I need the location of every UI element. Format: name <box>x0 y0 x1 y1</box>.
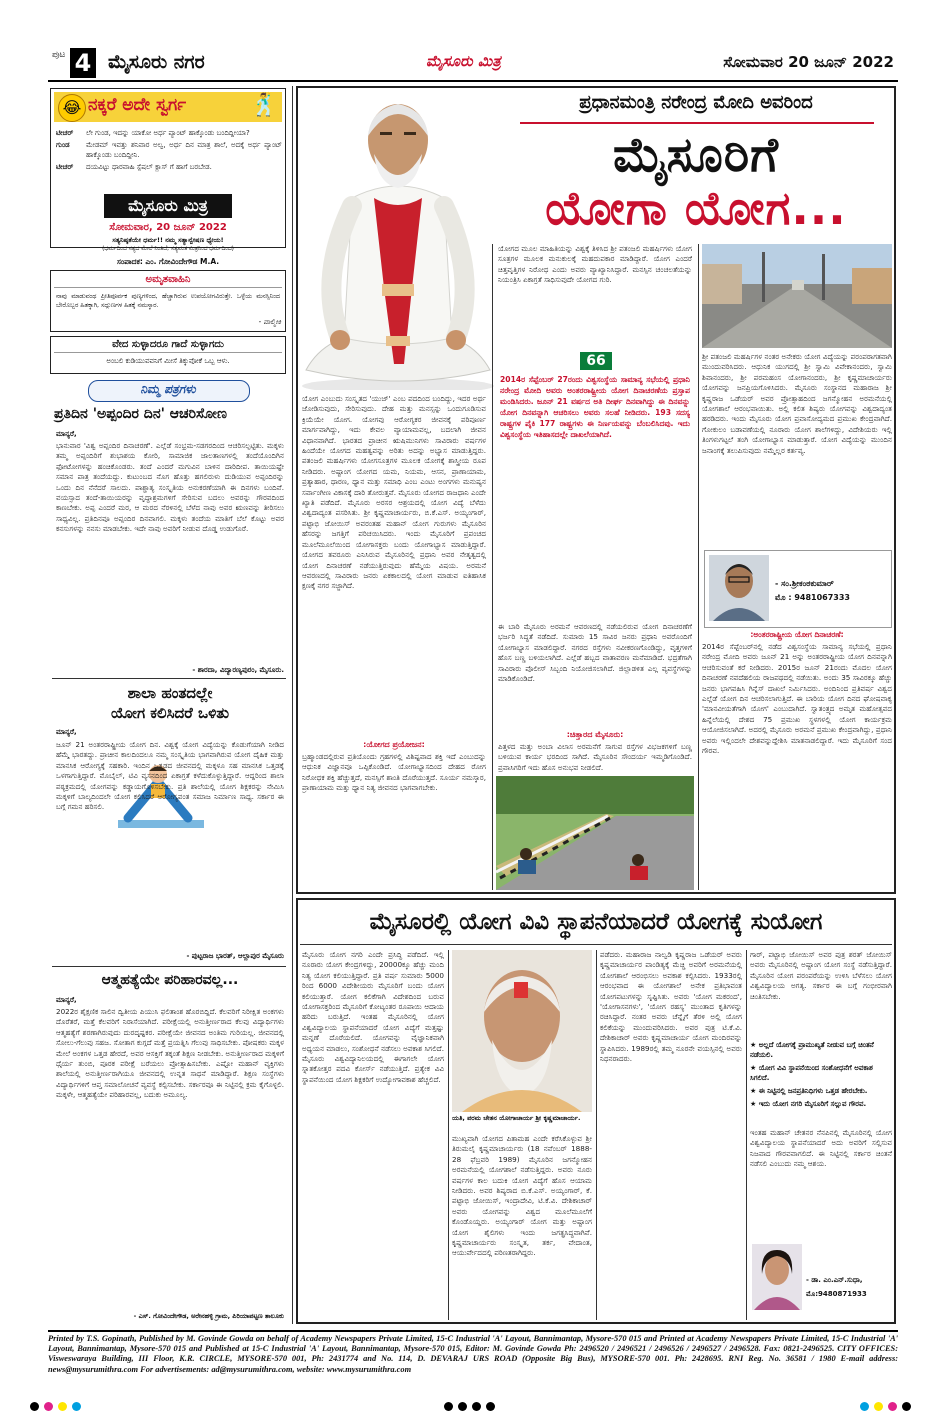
lead-headline-2: ಯೋಗಾ ಯೋಗ... <box>545 181 847 235</box>
registration-mark <box>30 1402 39 1411</box>
lead-divider-1 <box>492 244 493 890</box>
feature-headline: ಮೈಸೂರಲ್ಲಿ ಯೋಗ ವಿವಿ ಸ್ಥಾಪನೆಯಾದರೆ ಯೋಗಕ್ಕೆ ಸುಯೋಗ <box>369 909 823 935</box>
road-photo-svg <box>496 776 694 890</box>
feature-author-portrait <box>752 1244 802 1310</box>
proverb-title: ವೇದ ಸುಳ್ಳಾದರೂ ಗಾದೆ ಸುಳ್ಳಾಗದು <box>54 339 282 353</box>
registration-mark <box>486 1402 495 1411</box>
footer-rule <box>48 1330 898 1332</box>
letter-1-title: ಪ್ರತಿದಿನ 'ಅಪ್ಪಂದಿರ ದಿನ' ಆಚರಿಸೋಣ <box>54 406 227 422</box>
sub-masthead-date: ಸೋಮವಾರ, 20 ಜೂನ್ 2022 <box>109 222 227 233</box>
letter-2-title-1: ಶಾಲಾ ಹಂತದಲ್ಲೇ <box>127 684 213 702</box>
lead-col-3: ಶ್ರೀ ಪತಂಜಲಿ ಮಹರ್ಷಿಗಳ ನಂತರ ಅನೇಕರು ಯೋಗ ವಿದ್ಯೆಯನ್ನು ಪರಂಪರಾಗತವಾಗಿ ಮುಂದುವರಿಸಿದರು. ಆಧುನಿಕ ಯುಗದಲ್ಲಿ ಶ್ರೀ ಸ್ವಾಮಿ ವಿವೇಕಾನಂದರು, ಸ್ವಾಮಿ ಶಿವಾನಂದರು, ಶ್ರೀ ಪರಮಹಂಸ ಯೋಗಾನಂದರು, ಶ್ರೀ ಕೃಷ್ಣಮಾಚಾರ್ಯರು ಯೋಗವನ್ನು ಜನಪ್ರಿಯಗೊಳಿಸಿದರು. ಮೈಸೂರು ಸಂಸ್ಥಾನದ ಮಹಾರಾಜ ಶ್ರೀ ಕೃಷ್ಣರಾಜ ಒಡೆಯರ್ ಅವರ ಪ್ರೋತ್ಸಾಹದಿಂದ ಜಗನ್ಮೋಹನ ಅರಮನೆಯಲ್ಲಿ ಯೋಗಶಾಲೆ ಆರಂಭವಾಯಿತು. ಅಲ್ಲಿ ಕಲಿತ ಶಿಷ್ಯರು ಯೋಗವನ್ನು ವಿಶ್ವದಾದ್ಯಂತ ಹರಡಿದರು. ಇಂದು ಮೈಸೂರು ಯೋಗ ಪ್ರವಾಸೋದ್ಯಮದ ಪ್ರಮುಖ ಕೇಂದ್ರವಾಗಿದೆ. ಗೋಕುಲಂ ಬಡಾವಣೆಯಲ್ಲಿ ನೂರಾರು ಯೋಗ ಶಾಲೆಗಳಿದ್ದು, ವಿದೇಶಿಯರು ಇಲ್ಲಿ ತಿಂಗಳುಗಟ್ಟಲೆ ತಂಗಿ ಯೋಗಾಭ್ಯಾಸ ಮಾಡುತ್ತಾರೆ. ಯೋಗ ವಿದ್ಯೆಯನ್ನು ಮುಂದಿನ ಜನಾಂಗಕ್ಕೆ ತಲುಪಿಸುವುದು ನಮ್ಮೆಲ್ಲರ ಕರ್ತವ್ಯ. <box>702 352 892 455</box>
letter-1-sign: - ಶಾರದಾ, ವಿದ್ಯಾರಣ್ಯಪುರಂ, ಮೈಸೂರು. <box>192 666 284 674</box>
lead-kicker <box>498 92 894 122</box>
krishnamacharya-photo <box>452 950 592 1112</box>
feature-divider-3 <box>746 950 747 1320</box>
sub-masthead-motto: ಸತ್ಯನಿಷ್ಠತೆಯೇ ಧರ್ಮ!! ನಮ್ಮ ಸತ್ಯಾನ್ವೇಷಣ ಧ್ಯೇಯ! <box>112 236 224 244</box>
humor-title: ನಕ್ಕರೆ ಅದೇ ಸ್ವರ್ಗ <box>88 95 187 115</box>
section-title: ಮೈಸೂರು ನಗರ <box>108 51 205 73</box>
humor-header <box>54 92 282 122</box>
street-photo <box>702 244 892 348</box>
issue-date: ಸೋಮವಾರ 20 ಜೂನ್ 2022 <box>723 53 894 71</box>
bullet-item: ★ ಇದು ಯೋಗ ನಗರಿ ಮೈಸೂರಿಗೆ ಸಲ್ಲುವ ಗೌರವ. <box>750 1100 867 1108</box>
lead-col-2: ಯೋಗದ ಮೂಲ ಮಾಹಿತಿಯನ್ನು ವಿಶ್ವಕ್ಕೆ ತಿಳಿಸಿದ ಶ್ರೀ ಪತಂಜಲಿ ಮಹರ್ಷಿಗಳು ಯೋಗ ಸೂತ್ರಗಳ ಮೂಲಕ ಮನುಕುಲಕ್ಕೆ ಮಹದುಪಕಾರ ಮಾಡಿದ್ದಾರೆ. ಯೋಗ ಎಂದರೆ ಚಿತ್ತವೃತ್ತಿಗಳ ನಿರೋಧ ಎಂದು ಅವರು ವ್ಯಾಖ್ಯಾನಿಸಿದ್ದಾರೆ. ಮನಸ್ಸಿನ ಚಂಚಲತೆಯನ್ನು ನಿಯಂತ್ರಿಸಿ ಏಕಾಗ್ರತೆ ಸಾಧಿಸುವುದೇ ಯೋಗದ ಗುರಿ. <box>498 244 692 285</box>
letter-1-body: ಭಾನುವಾರ 'ವಿಶ್ವ ಅಪ್ಪಂದಿರ ದಿನಾಚರಣೆ'. ಎಲ್ಲೆಡೆ ಸಂಭ್ರಮ-ಸಡಗರದಿಂದ ಆಚರಿಸಲ್ಪಟ್ಟಿತು. ಮಕ್ಕಳು ತಮ್ಮ ಅಪ್ಪಂದಿರಿಗೆ ಶುಭಾಶಯ ಕೋರಿ, ಸಾಮಾಜಿಕ ಜಾಲತಾಣಗಳಲ್ಲಿ ತಂದೆಯೊಂದಿಗಿನ ಫೋಟೋಗಳನ್ನು ಹಂಚಿಕೊಂಡರು. ತಂದೆ ಎಂದರೆ ಮಗುವಿನ ಬಾಳಿನ ದಾರಿದೀಪ. ತಾಯಿಯಷ್ಟೇ ಸಮಾನ ಪಾತ್ರ ತಂದೆಯದ್ದು. ಕುಟುಂಬದ ನೊಗ ಹೊತ್ತು ಹಗಲಿರುಳು ದುಡಿಯುವ ಅಪ್ಪಂದಿರನ್ನು ಒಂದು ದಿನ ನೆನೆದರೆ ಸಾಲದು. ಪಾಶ್ಚಾತ್ಯ ಸಂಸ್ಕೃತಿಯ ಅನುಕರಣೆಯಾಗಿ ಈ ದಿನಗಳು ಬಂದಿವೆ. ವಯಸ್ಸಾದ ತಂದೆ-ತಾಯಿಯರನ್ನು ವೃದ್ಧಾಶ್ರಮಗಳಿಗೆ ಸೇರಿಸುವ ಬದಲು ಅವರನ್ನು ಗೌರವದಿಂದ ಕಾಣಬೇಕು. ಅಪ್ಪ ಎಂದರೆ ಮರ, ಆ ಮರದ ನೆರಳಿನಲ್ಲಿ ಬೆಳೆದ ನಾವು ಅವರ ಋಣವನ್ನು ತೀರಿಸಲು ಸಾಧ್ಯವಿಲ್ಲ. ಪ್ರತಿದಿನವೂ ಅಪ್ಪಂದಿರ ದಿನವಾಗಲಿ. ಮಕ್ಕಳು ತಂದೆಯ ಮಾತಿಗೆ ಬೆಲೆ ಕೊಟ್ಟು ಅವರ ಕನಸುಗಳನ್ನು ನನಸು ಮಾಡಬೇಕು. ಇದೇ ನಾವು ಅವರಿಗೆ ನೀಡುವ ದೊಡ್ಡ ಉಡುಗೊರೆ. <box>56 441 284 534</box>
modi-yoga-photo <box>300 88 496 390</box>
lead-subhead-city: :ಚಿತ್ತಾರದ ಮೈಸೂರು: <box>566 730 624 739</box>
bullet-item: ★ ಅಲ್ಲದೆ ಯೋಗಕ್ಕೆ ಪ್ರಾಮುಖ್ಯತೆ ನೀಡುವ ಬಗ್ಗೆ ಚಿಂತನೆ ನಡೆಯಲಿ. <box>750 1041 874 1059</box>
street-photo-svg <box>702 244 892 348</box>
masthead-rule <box>48 80 898 82</box>
page-masthead <box>48 48 898 82</box>
lead-divider-2 <box>698 244 699 890</box>
feature-divider-2 <box>596 950 597 1320</box>
feature-bullets <box>750 1040 892 1109</box>
paper-logo: ಮೈಸೂರು ಮಿತ್ರ <box>426 52 501 70</box>
letter-1-salute: ಮಾನ್ಯರೆ, <box>56 430 77 438</box>
feature-col-a: ಮೈಸೂರು ಯೋಗ ನಗರಿ ಎಂದೇ ಪ್ರಸಿದ್ಧಿ ಪಡೆದಿದೆ. ಇಲ್ಲಿ ನೂರಾರು ಯೋಗ ಕೇಂದ್ರಗಳಿದ್ದು, 20000ಕ್ಕೂ ಹೆಚ್ಚು ಮಂದಿ ನಿತ್ಯ ಯೋಗ ಕಲಿಯುತ್ತಿದ್ದಾರೆ. ಪ್ರತಿ ವರ್ಷ ಸುಮಾರು 5000 ರಿಂದ 6000 ವಿದೇಶೀಯರು ಮೈಸೂರಿಗೆ ಬಂದು ಯೋಗ ಕಲಿಯುತ್ತಾರೆ. ಯೋಗ ಕಲಿಕೆಗಾಗಿ ವಿದೇಶದಿಂದ ಬರುವ ಯೋಗಾಸಕ್ತರಿಂದ ಮೈಸೂರಿಗೆ ಕೋಟ್ಯಂತರ ರೂಪಾಯಿ ಆದಾಯ ಹರಿದು ಬರುತ್ತಿದೆ. ಇಂತಹ ಮೈಸೂರಿನಲ್ಲಿ ಯೋಗ ವಿಶ್ವವಿದ್ಯಾಲಯ ಸ್ಥಾಪನೆಯಾದರೆ ಯೋಗ ವಿದ್ಯೆಗೆ ಮತ್ತಷ್ಟು ಮನ್ನಣೆ ದೊರೆಯಲಿದೆ. ಯೋಗವನ್ನು ವೈಜ್ಞಾನಿಕವಾಗಿ ಅಧ್ಯಯನ ಮಾಡಲು, ಸಂಶೋಧನೆ ನಡೆಸಲು ಅವಕಾಶ ಸಿಗಲಿದೆ. ಮೈಸೂರು ವಿಶ್ವವಿದ್ಯಾನಿಲಯದಲ್ಲಿ ಈಗಾಗಲೇ ಯೋಗ ಸ್ನಾತಕೋತ್ತರ ಪದವಿ ಕೋರ್ಸ್ ನಡೆಯುತ್ತಿದೆ. ಪ್ರತ್ಯೇಕ ವಿವಿ ಸ್ಥಾಪನೆಯಿಂದ ಯೋಗ ಶಿಕ್ಷಕರಿಗೆ ಉದ್ಯೋಗಾವಕಾಶ ಹೆಚ್ಚಲಿದೆ. <box>302 950 444 1084</box>
page-number-box: 4 <box>70 48 96 78</box>
registration-mark <box>44 1402 53 1411</box>
bullet-item: ★ ಯೋಗ ವಿವಿ ಸ್ಥಾಪನೆಯಿಂದ ಸಂಶೋಧನೆಗೆ ಅವಕಾಶ ಸಿಗಲಿದೆ. <box>750 1064 873 1082</box>
author-portrait-svg <box>709 555 769 621</box>
registration-mark <box>860 1402 869 1411</box>
registration-mark <box>72 1402 81 1411</box>
lead-headline-1: ಮೈಸೂರಿಗೆ <box>613 127 779 183</box>
letter-3-body: 2022ರ ಶೈಕ್ಷಣಿಕ ಸಾಲಿನ ದ್ವಿತೀಯ ಪಿಯುಸಿ ಫಲಿತಾಂಶ ಹೊರಬಿದ್ದಿದೆ. ಕೆಲವರಿಗೆ ನಿರೀಕ್ಷಿತ ಅಂಕಗಳು ದೊರೆತರೆ, ಮತ್ತೆ ಕೆಲವರಿಗೆ ನಿರಾಸೆಯಾಗಿದೆ. ಪರೀಕ್ಷೆಯಲ್ಲಿ ಅನುತ್ತೀರ್ಣರಾದ ಕೆಲವು ವಿದ್ಯಾರ್ಥಿಗಳು ಆತ್ಮಹತ್ಯೆಗೆ ಶರಣಾಗಿರುವುದು ದುರದೃಷ್ಟಕರ. ಪರೀಕ್ಷೆಯೇ ಜೀವನದ ಅಂತಿಮ ಗುರಿಯಲ್ಲ. ಜೀವನದಲ್ಲಿ ಸೋಲು-ಗೆಲುವು ಸಹಜ. ಸೋತಾಗ ಕುಗ್ಗದೆ ಮತ್ತೆ ಪ್ರಯತ್ನಿಸಿ ಗೆಲುವು ಸಾಧಿಸಬೇಕು. ಪೋಷಕರು ಮಕ್ಕಳ ಮೇಲೆ ಅಂಕಗಳ ಒತ್ತಡ ಹೇರದೆ, ಅವರ ಆಸಕ್ತಿಗೆ ತಕ್ಕಂತೆ ಶಿಕ್ಷಣ ನೀಡಬೇಕು. ಅನುತ್ತೀರ್ಣರಾದ ಮಕ್ಕಳಿಗೆ ಧೈರ್ಯ ತುಂಬಿ, ಪೂರಕ ಪರೀಕ್ಷೆ ಬರೆಯಲು ಪ್ರೋತ್ಸಾಹಿಸಬೇಕು. ಎಷ್ಟೋ ಮಹಾನ್ ವ್ಯಕ್ತಿಗಳು ಶಾಲೆಯಲ್ಲಿ ಅನುತ್ತೀರ್ಣರಾಗಿಯೂ ಜೀವನದಲ್ಲಿ ಉನ್ನತ ಸಾಧನೆ ಮಾಡಿದ್ದಾರೆ. ಶಿಕ್ಷಣ ಸಂಸ್ಥೆಗಳು ವಿದ್ಯಾರ್ಥಿಗಳಿಗೆ ಆಪ್ತ ಸಮಾಲೋಚನೆ ವ್ಯವಸ್ಥೆ ಕಲ್ಪಿಸಬೇಕು. ಸರ್ಕಾರವೂ ಈ ನಿಟ್ಟಿನಲ್ಲಿ ಕ್ರಮ ಕೈಗೊಳ್ಳಲಿ. ಮಕ್ಕಳೇ, ಆತ್ಮಹತ್ಯೆಯೇ ಪರಿಹಾರವಲ್ಲ, ಬದುಕು ಅಮೂಲ್ಯ. <box>56 1007 284 1100</box>
modi-yoga-svg <box>300 88 496 390</box>
feature-divider-1 <box>448 950 449 1320</box>
letter-2-sign: - ಪುಟ್ಟರಾಜ ಭಾರತ್, ಆಲ್ಲಾಪುರ ಮೈಸೂರು <box>186 952 284 960</box>
letter-3-sign: - ಎಸ್. ಗೋವಿಂದೇಗೌಡ, ಅರೇನಹಳ್ಳಿ ಗ್ರಾಮ, ಪಿರಿಯಾಪಟ್ಟಣ ತಾಲೂಕು <box>133 1312 284 1320</box>
pull-quote: 2014ರ ಸೆಪ್ಟೆಂಬರ್ 27ರಂದು ವಿಶ್ವಸಂಸ್ಥೆಯ ಸಾಮಾನ್ಯ ಸಭೆಯಲ್ಲಿ ಪ್ರಧಾನಿ ನರೇಂದ್ರ ಮೋದಿ ಅವರು ಅಂತರರಾಷ್ಟ್ರೀಯ ಯೋಗ ದಿನಾಚರಣೆಯ ಪ್ರಸ್ತಾಪ ಮಂಡಿಸಿದರು. ಜೂನ್ 21 ವರ್ಷದ ಅತಿ ದೀರ್ಘ ದಿನವಾಗಿದ್ದು ಈ ದಿನವನ್ನು ಯೋಗ ದಿನವನ್ನಾಗಿ ಆಚರಿಸಲು ಅವರು ಸಲಹೆ ನೀಡಿದರು. 193 ಸದಸ್ಯ ರಾಷ್ಟ್ರಗಳ ಪೈಕಿ 177 ರಾಷ್ಟ್ರಗಳು ಈ ನಿರ್ಣಯವನ್ನು ಬೆಂಬಲಿಸಿದವು. ಇದು ವಿಶ್ವಸಂಸ್ಥೆಯ ಇತಿಹಾಸದಲ್ಲೇ ದಾಖಲೆಯಾಗಿದೆ. <box>500 375 690 439</box>
author-phone: ಮೊ : 9481067333 <box>775 593 850 602</box>
cartoon-figure-icon: 🕺 <box>250 93 278 118</box>
lead-col-2b: ಈ ಬಾರಿ ಮೈಸೂರು ಅರಮನೆ ಆವರಣದಲ್ಲಿ ನಡೆಯಲಿರುವ ಯೋಗ ದಿನಾಚರಣೆಗೆ ಭರ್ಜರಿ ಸಿದ್ಧತೆ ನಡೆದಿದೆ. ಸುಮಾರು 15 ಸಾವಿರ ಜನರು ಪ್ರಧಾನಿ ಅವರೊಂದಿಗೆ ಯೋಗಾಭ್ಯಾಸ ಮಾಡಲಿದ್ದಾರೆ. ನಗರದ ರಸ್ತೆಗಳು ನವೀಕರಣಗೊಂಡಿದ್ದು, ವೃತ್ತಗಳಿಗೆ ಹೊಸ ಬಣ್ಣ ಬಳಿಯಲಾಗಿದೆ. ಎಲ್ಲೆಡೆ ಹಬ್ಬದ ವಾತಾವರಣ ಮನೆಮಾಡಿದೆ. ಭದ್ರತೆಗಾಗಿ ಸಾವಿರಾರು ಪೊಲೀಸ್ ಸಿಬ್ಬಂದಿ ನಿಯೋಜಿಸಲಾಗಿದೆ. ಜಿಲ್ಲಾಡಳಿತ ಎಲ್ಲ ವ್ಯವಸ್ಥೆಗಳನ್ನು ಮಾಡಿಕೊಂಡಿದೆ. <box>498 622 692 684</box>
proverb-text: ಅಂಬಲಿ ಕುಡಿಯುವವನಿಗೆ ಮೀಸೆ ತಿಕ್ಕುವೋಕೆ ಒಬ್ಬ ಆಳು. <box>106 357 230 365</box>
author-name: - ಸಂ.ಶ್ರೀಕಂಠಕುಮಾರ್ <box>775 579 834 588</box>
imprint: Printed by T.S. Gopinath, Published by M. Govinde Gowda on behalf of Academy Newspapers Private Limited, 15-C Industrial 'A' Layout, Bannimantap, Mysore-570 015 and Printed at Academy Newspapers Private Limited, 15-C Industrial 'A' Layout, Bannimantap, Mysore-570 015 and Published at 15-C Industrial 'A' Layout, Bannimantap, Mysore-570 015, Editor: M. Govinde Gowda Ph: 2496520 / 2496521 / 2496526 / 2496527 / 2496528. Fax: 0821-2496525. CITY OFFICES: Visweswaraya Building, III Floor, K.R. CIRCLE, MYSORE-570 001, Ph: 2431774 and No. 114, D. DEVARAJ URS ROAD (Opposite Big Bus), MYSORE-570 001. Ph: 2428695. RNI Reg. No. 36581 / 1980 E-mail address: news@mysurumithra.com For advertisements: ad@mysurumithra.com, website: www.mysurumithra.com <box>48 1334 898 1374</box>
registration-mark <box>902 1402 911 1411</box>
registration-mark <box>444 1402 453 1411</box>
letter-3-salute: ಮಾನ್ಯರೆ, <box>56 996 77 1004</box>
feature-col-d: ಗಾರ್, ಪಟ್ಟಾಭಿ ಜೋಯಿಸ್ ಅವರ ಪುತ್ರ ಶರತ್ ಜೋಯಿಸ್ ಅವರು ಮೈಸೂರಿನಲ್ಲಿ ಅಷ್ಟಾಂಗ ಯೋಗ ಸಂಸ್ಥೆ ನಡೆಸುತ್ತಿದ್ದಾರೆ. ಮೈಸೂರಿನ ಯೋಗ ಪರಂಪರೆಯನ್ನು ಉಳಿಸಿ ಬೆಳೆಸಲು ಯೋಗ ವಿಶ್ವವಿದ್ಯಾಲಯ ಅಗತ್ಯ. ಸರ್ಕಾರ ಈ ಬಗ್ಗೆ ಗಂಭೀರವಾಗಿ ಚಿಂತಿಸಬೇಕು. <box>750 950 892 1001</box>
amrutavahini-sign: - ವಾಲ್ಮೀಕಿ <box>258 318 281 326</box>
registration-mark <box>458 1402 467 1411</box>
registration-mark <box>472 1402 481 1411</box>
page-label: ಪುಟ <box>52 50 66 60</box>
left-column-divider <box>292 86 293 1324</box>
letters-header <box>88 380 248 400</box>
amrutavahini-title: ಅಮೃತವಾಹಿನಿ <box>54 274 282 288</box>
letter-3-title: ಆತ್ಮಹತ್ಯೆಯೇ ಪರಿಹಾರವಲ್ಲ... <box>101 972 239 988</box>
registration-mark <box>874 1402 883 1411</box>
krishnamacharya-svg <box>452 950 592 1112</box>
feature-author-phone: ಮೊ:9480871933 <box>806 1290 867 1298</box>
photo-caption: ಯತಿ, ಪರಮ ಚೇತನ ಯೋಗಾಚಾರ್ಯ ಶ್ರೀ ಕೃಷ್ಣಮಾಚಾರ್ಯ. <box>452 1114 581 1122</box>
sub-masthead-editor: ಸಂಪಾದಕ: ಎಂ. ಗೋವಿಂದೇಗೌಡ M.A. <box>116 257 220 266</box>
lead-col-1b: ಬ್ರಹ್ಮಾಂಡದಲ್ಲಿರುವ ಪ್ರತಿಯೊಂದು ಗ್ರಹಗಳಲ್ಲಿ ವಿಶಿಷ್ಟವಾದ ಶಕ್ತಿ ಇದೆ ಎಂಬುದನ್ನು ಆಧುನಿಕ ವಿಜ್ಞಾನವೂ ಒಪ್ಪಿಕೊಂಡಿದೆ. ಯೋಗಾಭ್ಯಾಸದಿಂದ ದೇಹದ ರೋಗ ನಿರೋಧಕ ಶಕ್ತಿ ಹೆಚ್ಚುತ್ತದೆ, ಮನಸ್ಸಿಗೆ ಶಾಂತಿ ದೊರೆಯುತ್ತದೆ. ಸೂರ್ಯ ನಮಸ್ಕಾರ, ಪ್ರಾಣಾಯಾಮ ಮತ್ತು ಧ್ಯಾನ ನಿತ್ಯ ಜೀವನದ ಭಾಗವಾಗಬೇಕು. <box>302 752 486 793</box>
sub-masthead-motto-2: (ಧರ್ಮದಿಂದ ಸತ್ಯದ ಮೇಲೆ ನಿಂತಿದೆ, ಸತ್ಯವಂತ ಮಿತ್ರನಿಂದ ಧರ್ಮದಿಂದ) <box>102 246 234 252</box>
lead-kicker-text: ಪ್ರಧಾನಮಂತ್ರಿ ನರೇಂದ್ರ ಮೋದಿ ಅವರಿಂದ <box>579 92 813 113</box>
lead-col-2c: ಪಿತ್ತಳದ ಮತ್ತು ಅಂಬಾ ವಿಲಾಸ ಅರಮನೆಗೆ ಸಾಗುವ ರಸ್ತೆಗಳ ವಿಭಜಕಗಳಿಗೆ ಬಣ್ಣ ಬಳಿಯುವ ಕಾರ್ಯ ಭರದಿಂದ ಸಾಗಿದೆ. ಮೈಸೂರಿನ ಸೌಂದರ್ಯ ಇಮ್ಮಡಿಗೊಂಡಿದೆ. ಪ್ರವಾಸಿಗರಿಗೆ ಇದು ಹೊಸ ಅನುಭವ ನೀಡಲಿದೆ. <box>498 742 692 772</box>
registration-mark <box>58 1402 67 1411</box>
quote-mark: 66 <box>580 352 612 370</box>
registration-mark <box>888 1402 897 1411</box>
lead-col-1: ಯೋಗ ಎಂಬುದು ಸಂಸ್ಕೃತದ 'ಯುಜ್' ಎಂಬ ಪದದಿಂದ ಬಂದಿದ್ದು, ಇದರ ಅರ್ಥ ಜೋಡಿಸುವುದು, ಸೇರಿಸುವುದು. ದೇಹ ಮತ್ತು ಮನಸ್ಸನ್ನು ಒಂದುಗೂಡಿಸುವ ಕ್ರಿಯೆಯೇ ಯೋಗ. ಯೋಗವು ಆರೋಗ್ಯಕರ ಜೀವನಕ್ಕೆ ಪರಿಪೂರ್ಣ ಮಾರ್ಗವಾಗಿದ್ದು, ಇದು ಕೇವಲ ವ್ಯಾಯಾಮವಲ್ಲ, ಬದಲಾಗಿ ಜೀವನ ವಿಧಾನವಾಗಿದೆ. ಭಾರತದ ಪ್ರಾಚೀನ ಋಷಿಮುನಿಗಳು ಸಾವಿರಾರು ವರ್ಷಗಳ ಹಿಂದೆಯೇ ಯೋಗದ ಮಹತ್ವವನ್ನು ಅರಿತು ಅದನ್ನು ಅಭ್ಯಾಸ ಮಾಡುತ್ತಿದ್ದರು. ಪತಂಜಲಿ ಮಹರ್ಷಿಗಳು ಯೋಗಸೂತ್ರಗಳ ಮೂಲಕ ಯೋಗಕ್ಕೆ ಶಾಸ್ತ್ರೀಯ ರೂಪ ನೀಡಿದರು. ಅಷ್ಟಾಂಗ ಯೋಗದ ಯಮ, ನಿಯಮ, ಆಸನ, ಪ್ರಾಣಾಯಾಮ, ಪ್ರತ್ಯಾಹಾರ, ಧಾರಣ, ಧ್ಯಾನ ಮತ್ತು ಸಮಾಧಿ ಎಂಬ ಎಂಟು ಅಂಗಗಳು ಮನುಷ್ಯನ ಸರ್ವಾಂಗೀಣ ವಿಕಾಸಕ್ಕೆ ದಾರಿ ತೋರುತ್ತವೆ. ಮೈಸೂರು ಯೋಗದ ರಾಜಧಾನಿ ಎಂದೇ ಖ್ಯಾತಿ ಪಡೆದಿದೆ. ಮೈಸೂರು ಅರಸರ ಆಶ್ರಯದಲ್ಲಿ ಯೋಗ ವಿದ್ಯೆ ಬೆಳೆದು ವಿಶ್ವದಾದ್ಯಂತ ಪಸರಿಸಿತು. ಶ್ರೀ ಕೃಷ್ಣಮಾಚಾರ್ಯರು, ಬಿ.ಕೆ.ಎಸ್. ಅಯ್ಯಂಗಾರ್, ಪಟ್ಟಾಭಿ ಜೋಯಿಸ್ ಅವರಂತಹ ಮಹಾನ್ ಯೋಗ ಗುರುಗಳು ಮೈಸೂರಿನ ಹೆಸರನ್ನು ಜಗತ್ತಿಗೆ ಪರಿಚಯಿಸಿದರು. ಇಂದು ಮೈಸೂರಿಗೆ ಪ್ರಪಂಚದ ಮೂಲೆಮೂಲೆಯಿಂದ ಯೋಗಾಸಕ್ತರು ಬಂದು ಯೋಗಾಭ್ಯಾಸ ಮಾಡುತ್ತಿದ್ದಾರೆ. ಯೋಗದ ತವರೂರು ಎನಿಸಿರುವ ಮೈಸೂರಿನಲ್ಲಿ ಪ್ರಧಾನಿ ಅವರ ನೇತೃತ್ವದಲ್ಲಿ ಯೋಗ ದಿನಾಚರಣೆ ನಡೆಯುತ್ತಿರುವುದು ಹೆಮ್ಮೆಯ ವಿಷಯ. ಅರಮನೆ ಆವರಣದಲ್ಲಿ ಸಾವಿರಾರು ಜನರು ಏಕಕಾಲದಲ್ಲಿ ಯೋಗ ಮಾಡುವ ಐತಿಹಾಸಿಕ ಕ್ಷಣಕ್ಕೆ ನಗರ ಸಜ್ಜಾಗಿದೆ. <box>302 394 486 591</box>
letter-2-body: ಜೂನ್ 21 ಅಂತರರಾಷ್ಟ್ರೀಯ ಯೋಗ ದಿನ. ವಿಶ್ವಕ್ಕೆ ಯೋಗ ವಿದ್ಯೆಯನ್ನು ಕೊಡುಗೆಯಾಗಿ ನೀಡಿದ ಹೆಮ್ಮೆ ಭಾರತದ್ದು. ಪ್ರಾಚೀನ ಕಾಲದಿಂದಲೂ ನಮ್ಮ ಸಂಸ್ಕೃತಿಯ ಭಾಗವಾಗಿರುವ ಯೋಗ ದೈಹಿಕ ಮತ್ತು ಮಾನಸಿಕ ಆರೋಗ್ಯಕ್ಕೆ ಸಹಕಾರಿ. ಇಂದಿನ ಒತ್ತಡದ ಜೀವನದಲ್ಲಿ ಮಕ್ಕಳೂ ಸಹ ಮಾನಸಿಕ ಒತ್ತಡಕ್ಕೆ ಒಳಗಾಗುತ್ತಿದ್ದಾರೆ. ಮೊಬೈಲ್, ಟಿವಿ ವ್ಯಸನದಿಂದ ಏಕಾಗ್ರತೆ ಕಳೆದುಕೊಳ್ಳುತ್ತಿದ್ದಾರೆ. ಆದ್ದರಿಂದ ಶಾಲಾ ಪಠ್ಯಕ್ರಮದಲ್ಲಿ ಯೋಗವನ್ನು ಕಡ್ಡಾಯಗೊಳಿಸಬೇಕು. ಪ್ರತಿ ಶಾಲೆಯಲ್ಲಿ ಯೋಗ ಶಿಕ್ಷಕರನ್ನು ನೇಮಿಸಿ ಮಕ್ಕಳಿಗೆ ಬಾಲ್ಯದಿಂದಲೇ ಯೋಗ ಕಲಿಸಿದರೆ ಆರೋಗ್ಯವಂತ ಸಮಾಜ ನಿರ್ಮಾಣ ಸಾಧ್ಯ. ಸರ್ಕಾರ ಈ ಬಗ್ಗೆ ಗಮನ ಹರಿಸಲಿ. <box>56 740 284 812</box>
feature-col-d2: ಇಂತಹ ಮಹಾನ್ ಚೇತನರ ನೆನಪಿನಲ್ಲಿ ಮೈಸೂರಿನಲ್ಲಿ ಯೋಗ ವಿಶ್ವವಿದ್ಯಾಲಯ ಸ್ಥಾಪನೆಯಾದರೆ ಅದು ಅವರಿಗೆ ಸಲ್ಲಿಸುವ ನಿಜವಾದ ಗೌರವವಾಗಲಿದೆ. ಈ ನಿಟ್ಟಿನಲ್ಲಿ ಸರ್ಕಾರ ಚಿಂತನೆ ನಡೆಸಲಿ ಎಂಬುದು ನಮ್ಮ ಆಶಯ. <box>750 1128 892 1169</box>
sub-masthead-logo: ಮೈಸೂರು ಮಿತ್ರ <box>104 194 232 218</box>
letter-2-title-2: ಯೋಗ ಕಲಿಸಿದರೆ ಒಳಿತು <box>111 704 229 722</box>
letters-header-text: ನಿಮ್ಮ ಪತ್ರಗಳು <box>140 382 196 396</box>
author-portrait <box>709 555 769 621</box>
letter-divider-2 <box>52 966 286 967</box>
feature-col-b: ಮುಖ್ಯವಾಗಿ ಯೋಗದ ಪಿತಾಮಹ ಎಂದೇ ಕರೆಸಿಕೊಳ್ಳುವ ಶ್ರೀ ತಿರುಮಲೈ ಕೃಷ್ಣಮಾಚಾರ್ಯರು (18 ನವೆಂಬರ್ 1888-28 ಫೆಬ್ರವರಿ 1989) ಮೈಸೂರಿನ ಜಗನ್ಮೋಹನ ಅರಮನೆಯಲ್ಲಿ ಯೋಗಶಾಲೆ ನಡೆಸುತ್ತಿದ್ದರು. ಅವರು ನೂರು ವರ್ಷಗಳ ಕಾಲ ಬದುಕಿ ಯೋಗ ವಿದ್ಯೆಗೆ ಹೊಸ ಆಯಾಮ ನೀಡಿದರು. ಅವರ ಶಿಷ್ಯರಾದ ಬಿ.ಕೆ.ಎಸ್. ಅಯ್ಯಂಗಾರ್, ಕೆ. ಪಟ್ಟಾಭಿ ಜೋಯಿಸ್, ಇಂದ್ರಾದೇವಿ, ಟಿ.ಕೆ.ವಿ. ದೇಶಿಕಾಚಾರ್ ಅವರು ಯೋಗವನ್ನು ವಿಶ್ವದ ಮೂಲೆಮೂಲೆಗೆ ಕೊಂಡೊಯ್ದರು. ಅಯ್ಯಂಗಾರ್ ಯೋಗ ಮತ್ತು ಅಷ್ಟಾಂಗ ಯೋಗ ಶೈಲಿಗಳು ಇಂದು ಜಗತ್ಪ್ರಸಿದ್ಧವಾಗಿವೆ. ಕೃಷ್ಣಮಾಚಾರ್ಯರು ಸಂಸ್ಕೃತ, ತರ್ಕ, ವೇದಾಂತ, ಆಯುರ್ವೇದದಲ್ಲಿ ಪರಿಣತರಾಗಿದ್ದರು. <box>452 1134 592 1258</box>
humor-lines: ಟೀಚರ್ ಲೇ ಗುಂಡ, ಇದನ್ನು ಯಾಕೋ ಅರ್ಧ ಪ್ಯಾಂಟ್ ಹಾಕ್ಕೊಂಡು ಬಂದಿದ್ದೀಯಾ? ಗುಂಡ ಮೇಡಮ್ ಇವತ್ತು ಶನಿವಾರ ಅಲ್ವ, ಅರ್ಧ ದಿನ ಮಾತ್ರ ಶಾಲೆ, ಅದಕ್ಕೆ ಅರ್ಧ ಪ್ಯಾಂಟ್ ಹಾಕ್ಕೊಂಡು ಬಂದಿದ್ದೀನಿ. ಟೀಚರ್ ದಯವಿಟ್ಟು ಧಾರವಾಹಿ ಸ್ಪೆಷಲ್ ಕ್ಲಾಸ್ ಗೆ ಹಾಗೆ ಬರಬೇಡ. <box>56 129 282 171</box>
letter-divider-1 <box>52 678 286 679</box>
amrutavahini-text: ನಾವು ಮಾಡುವಂಥ ಪ್ರೀತಿಪೂರ್ವಕ ಪುಣ್ಯಗಳಿಂದ, ಹೆಚ್ಚಾಗಿರುವ ಉಪಯೋಗವಿರುತ್ತೇ. ಒಳ್ಳೆಯ ಮನಸ್ಸಿನಿಂದ ಬೇರೊಬ್ಬರ ಹಿತಕ್ಕಾಗಿ, ಸದ್ಗುಣಗಳ ಹಿತಕ್ಕೆ ನಮಸ್ಕಾರ. <box>56 293 280 309</box>
feature-headline-rule <box>300 944 892 945</box>
lead-subhead-intl: :ಅಂತರರಾಷ್ಟ್ರೀಯ ಯೋಗ ದಿನಾಚರಣೆ: <box>750 630 844 639</box>
lead-subhead-benefits: :ಯೋಗದ ಪ್ರಯೋಜನ: <box>363 740 425 749</box>
feature-author-name: - ಡಾ. ಎಂ.ಎನ್.ಸುಧಾ, <box>806 1276 863 1284</box>
lead-col-3b: 2014ರ ಸೆಪ್ಟೆಂಬರ್‌ನಲ್ಲಿ ನಡೆದ ವಿಶ್ವಸಂಸ್ಥೆಯ ಸಾಮಾನ್ಯ ಸಭೆಯಲ್ಲಿ ಪ್ರಧಾನಿ ನರೇಂದ್ರ ಮೋದಿ ಅವರು ಜೂನ್ 21 ಅನ್ನು ಅಂತರರಾಷ್ಟ್ರೀಯ ಯೋಗ ದಿನವನ್ನಾಗಿ ಆಚರಿಸುವಂತೆ ಕರೆ ನೀಡಿದರು. 2015ರ ಜೂನ್ 21ರಂದು ಮೊದಲ ಯೋಗ ದಿನಾಚರಣೆ ನವದೆಹಲಿಯ ರಾಜಪಥದಲ್ಲಿ ನಡೆಯಿತು. ಅಂದು 35 ಸಾವಿರಕ್ಕೂ ಹೆಚ್ಚು ಜನರು ಭಾಗವಹಿಸಿ ಗಿನ್ನೆಸ್ ದಾಖಲೆ ನಿರ್ಮಿಸಿದರು. ಅಂದಿನಿಂದ ಪ್ರತಿವರ್ಷ ವಿಶ್ವದ ಎಲ್ಲೆಡೆ ಯೋಗ ದಿನ ಆಚರಿಸಲಾಗುತ್ತಿದೆ. ಈ ಬಾರಿಯ ಯೋಗ ದಿನದ ಘೋಷವಾಕ್ಯ 'ಮಾನವೀಯತೆಗಾಗಿ ಯೋಗ' ಎಂಬುದಾಗಿದೆ. ಸ್ವಾತಂತ್ರ್ಯದ ಅಮೃತ ಮಹೋತ್ಸವದ ಹಿನ್ನೆಲೆಯಲ್ಲಿ ದೇಶದ 75 ಪ್ರಮುಖ ಸ್ಥಳಗಳಲ್ಲಿ ಯೋಗ ಕಾರ್ಯಕ್ರಮ ಆಯೋಜಿಸಲಾಗಿದೆ. ಅದರಲ್ಲಿ ಮೈಸೂರು ಅರಮನೆ ಪ್ರಮುಖ ಕೇಂದ್ರವಾಗಿದ್ದು, ಪ್ರಧಾನಿ ಅವರು ಇಲ್ಲಿಂದಲೇ ದೇಶವನ್ನುದ್ದೇಶಿಸಿ ಮಾತನಾಡಲಿದ್ದಾರೆ. ಇದು ಮೈಸೂರಿಗೆ ಸಂದ ಗೌರವ. <box>702 642 892 756</box>
lead-kicker-underline <box>520 122 874 124</box>
letter-2-salute: ಮಾನ್ಯರೆ, <box>56 728 77 736</box>
author-byline-box <box>704 550 892 628</box>
road-divider-painting-photo <box>496 776 694 890</box>
laughing-face-icon: 😂 <box>58 94 86 122</box>
feature-col-c: ಪಡೆದರು. ಮಹಾರಾಜ ನಾಲ್ವಡಿ ಕೃಷ್ಣರಾಜ ಒಡೆಯರ್ ಅವರು ಕೃಷ್ಣಮಾಚಾರ್ಯರ ಪಾಂಡಿತ್ಯಕ್ಕೆ ಮೆಚ್ಚಿ ಅವರಿಗೆ ಅರಮನೆಯಲ್ಲಿ ಯೋಗಶಾಲೆ ಆರಂಭಿಸಲು ಅವಕಾಶ ಕಲ್ಪಿಸಿದರು. 1933ರಲ್ಲಿ ಆರಂಭವಾದ ಈ ಯೋಗಶಾಲೆ ಅನೇಕ ಪ್ರತಿಭಾವಂತ ಯೋಗಪಟುಗಳನ್ನು ಸೃಷ್ಟಿಸಿತು. ಅವರು 'ಯೋಗ ಮಕರಂದ', 'ಯೋಗಾಸನಗಳು', 'ಯೋಗ ರಹಸ್ಯ' ಮುಂತಾದ ಕೃತಿಗಳನ್ನು ರಚಿಸಿದ್ದಾರೆ. ನಂತರ ಅವರು ಚೆನ್ನೈಗೆ ತೆರಳಿ ಅಲ್ಲಿ ಯೋಗ ಕಲಿಕೆಯನ್ನು ಮುಂದುವರಿಸಿದರು. ಅವರ ಪುತ್ರ ಟಿ.ಕೆ.ವಿ. ದೇಶಿಕಾಚಾರ್ ಅವರು ಕೃಷ್ಣಮಾಚಾರ್ಯ ಯೋಗ ಮಂದಿರವನ್ನು ಸ್ಥಾಪಿಸಿದರು. 1989ರಲ್ಲಿ ತಮ್ಮ ನೂರನೇ ವಯಸ್ಸಿನಲ್ಲಿ ಅವರು ನಿಧನರಾದರು. <box>600 950 742 1064</box>
feature-author-svg <box>752 1244 802 1310</box>
bullet-item: ★ ಈ ನಿಟ್ಟಿನಲ್ಲಿ ಜನಪ್ರತಿನಿಧಿಗಳು ಒತ್ತಡ ಹೇರಬೇಕು. <box>750 1087 868 1095</box>
